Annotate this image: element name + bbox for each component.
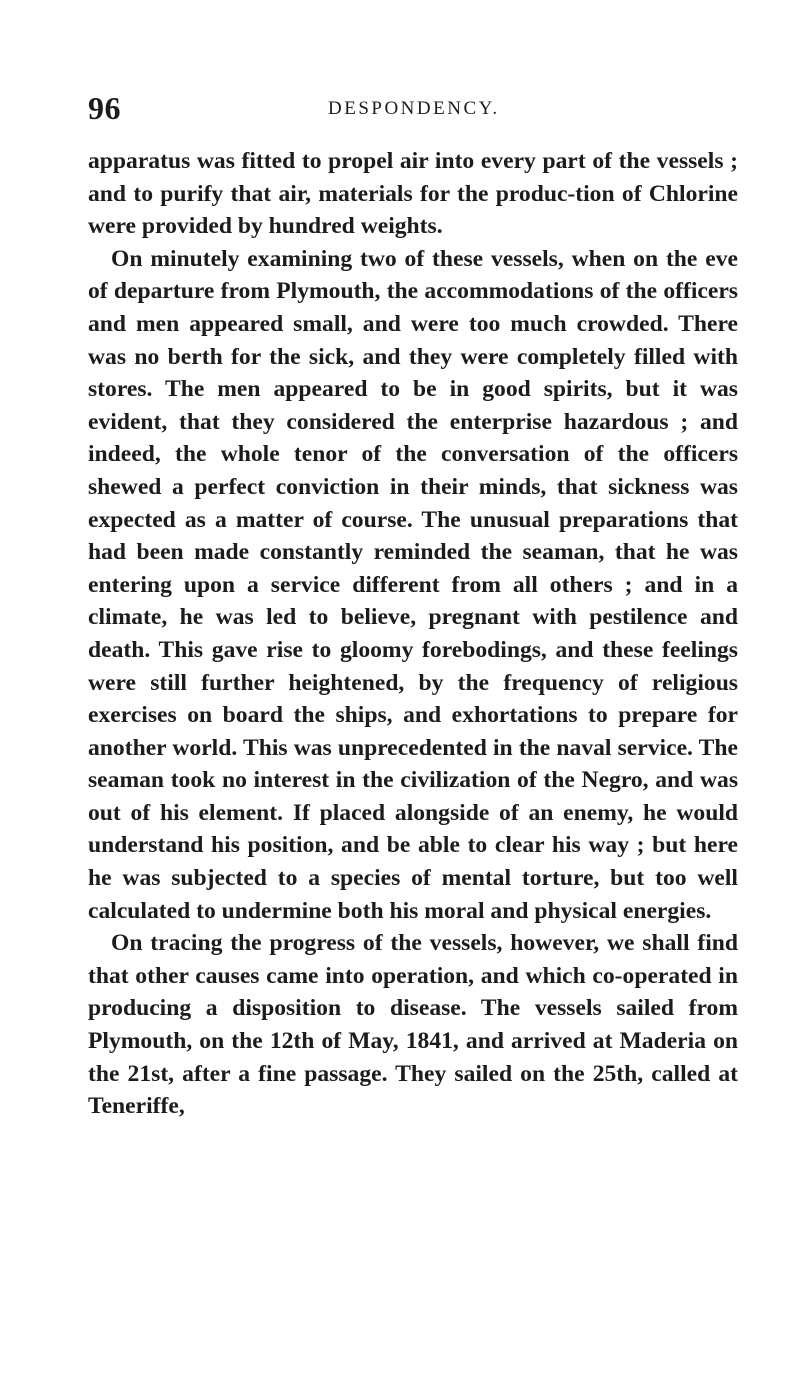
page-number: 96 xyxy=(88,90,121,126)
paragraph-vessel-examination: On minutely examining two of these vessels, when on the eve of departure from Plymouth, the accommodations of the officers and men appeared small, and were too much crowded. There was no berth for the sick, and they were completely filled with stores. The men appeared to be in good spirits, but it was evident, that they considered the enterprise hazardous ; and indeed, the whole tenor of the conversation of the officers shewed a perfect conviction in their minds, that sickness was expected as a matter of course. The unusual preparations that had been made constantly reminded the seaman, that he was entering upon a service different from all others ; and in a climate, he was led to believe, pregnant with pestilence and death. This gave rise to gloomy forebodings, and these feelings were still further heightened, by the frequency of religious exercises on board the ships, and exhortations to prepare for another world. This was unprecedented in the naval service. The seaman took no interest in the civilization of the Negro, and was out of his element. If placed alongside of an enemy, he would understand his position, and be able to clear his way ; but here he was subjected to a species of mental torture, but too well calculated to undermine both his moral and physical energies. xyxy=(88,245,738,924)
paragraph-voyage-progress: On tracing the progress of the vessels, however, we shall find that other causes came into operation, and which co-operated in producing a disposition to disease. The vessels sailed from Plymouth, on the 12th of May, 1841, and arrived at Maderia on the 21st, after a fine passage. They sailed on the 25th, called at Teneriffe, xyxy=(88,930,738,1120)
body-text xyxy=(88,145,738,1123)
paragraph-continued: apparatus was fitted to propel air into every part of the vessels ; and to purify that air, materials for the produc-tion of Chlorine were provided by hundred weights. xyxy=(88,148,738,240)
running-head: DESPONDENCY. xyxy=(328,98,500,119)
page-header xyxy=(88,88,738,132)
